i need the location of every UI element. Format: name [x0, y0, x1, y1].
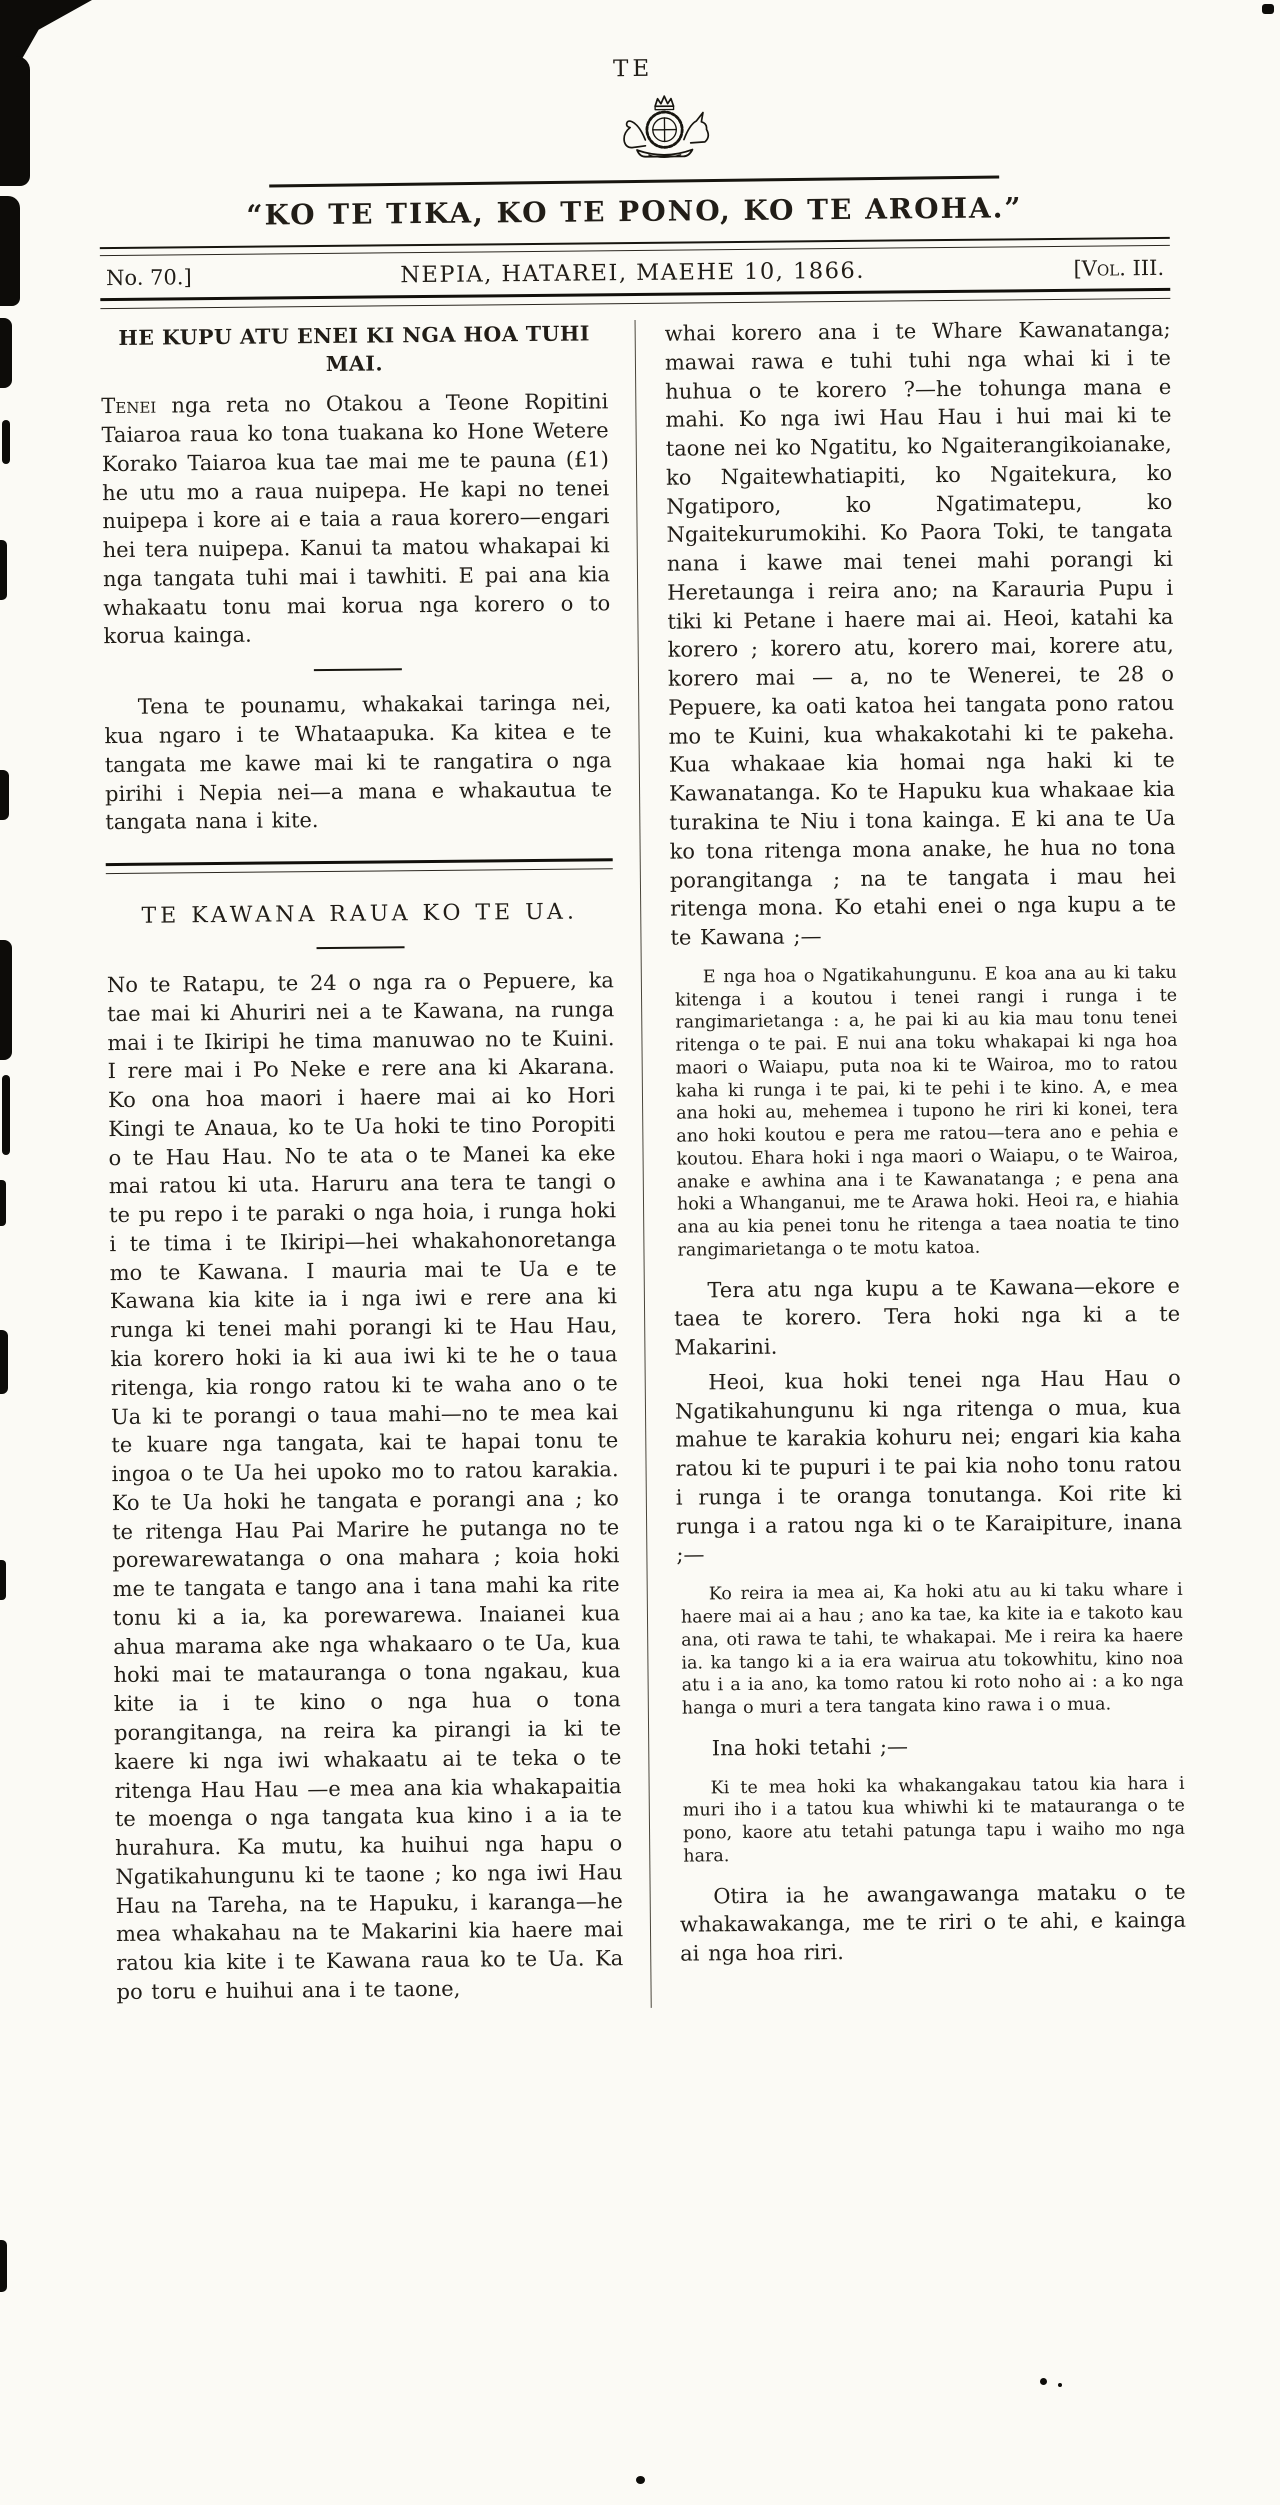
- masthead-title-right: O AHURIRI.: [725, 93, 1175, 165]
- volume-number: [Vol. III.: [1073, 255, 1165, 281]
- place-and-date: NEPIA, HATAREI, MAEHE 10, 1866.: [400, 257, 866, 289]
- motto: “KO TE TIKA, KO TE PONO, KO TE AROHA.”: [246, 191, 1023, 232]
- article-divider-rule: [106, 858, 613, 874]
- paragraph-ina-hoki: Ina hoki tetahi ;—: [711, 1734, 909, 1761]
- masthead: [92, 81, 1175, 183]
- scan-artifact: [2, 1075, 10, 1155]
- section-divider-rule: [313, 668, 401, 671]
- scan-artifact: [0, 0, 92, 62]
- scan-artifact: [0, 56, 30, 186]
- left-column: [101, 320, 652, 2013]
- scan-artifact: [0, 1180, 6, 1226]
- right-column: [636, 315, 1187, 2008]
- scan-artifact: [0, 196, 20, 306]
- masthead-title-left: WAKA MAORI: [92, 99, 603, 171]
- heading-underline-rule: [316, 946, 404, 949]
- notice-paragraph-2: Tena te pounamu, whakakai taringa nei, kua ngaro i te Whataapuka. Ka kitea e te tangata me kawe mai ki te rangatira o nga pirihi i Nepia nei—a mana e whakautua te tangata nana i kite.: [104, 690, 613, 835]
- ink-dot-artifact: [1058, 2383, 1062, 2387]
- article-heading-kawana: TE KAWANA RAUA KO TE UA.: [141, 899, 579, 929]
- column-container: [101, 315, 1187, 2013]
- scan-artifact: [0, 1560, 6, 1600]
- scan-artifact: [2, 420, 10, 464]
- governor-speech-quote: E nga hoa o Ngatikahungunu. E koa ana au ki taku kitenga i a koutou i tenei rangi i runga i te rangimarietanga : a, he pai ki au kia mau tonu tenei ritenga o te pai. E nui ana toku whakapai ki nga hoa maori o Waiapu, puta noa ki te Wairoa, mo to ratou kaha ki runga i te pai, ki te pehi i te kino. A, e mea ana hoki au, mehemea i tupono he riri ki konei, tera ano hoki koutou e pera me ratou—tera ano e pehia e koutou. Ehara hoki i nga maori o Waiapu, o te Wairoa, anake e awhina ana i te Kawanatanga ; e pena ana hoki a Whanganui, me te Arawa hoki. Heoi ra, e hiahia ana au kia penei tonu he ritenga a taea noatia te tino rangimarietanga o te motu katoa.: [674, 962, 1180, 1261]
- ink-dot-artifact: [1040, 2378, 1047, 2385]
- scan-artifact: [0, 770, 9, 820]
- kawana-paragraph-1: No te Ratapu, te 24 o nga ra o Pepuere, ka tae mai ki Ahuriri nei a te Kawana, na runga mai i te Ikiripi he tima manuwao no te Kuini. I rere mai i Po Neke e rere ana ki Akarana. Ko ona hoa maori i haere mai ai ko Hori Kingi te Anaua, ko te Ua hoki te tino Poropiti o te Hau Hau. No te ata o te Manei ka eke mai ratou ki uta. Haruru ana tera te tangi o te pu repo i te paraki o nga hoia, i runga hoki i te tima i te Ikiripi—hei whakahonoretanga mo te Kawana. I mauria mai te Ua e te Kawana kia kite ia i nga iwi e rere ana ki runga ki tenei mahi porangi ki te Hau Hau, kia korero hoki ia ki aua iwi ki te he o taua ritenga, kia rongo ratou ki te waha ano o te Ua ki te porangi o taua mahi—no te mea kai te kuare nga tangata, kai te hapai tonu te ingoa o te Ua hei upoko mo to ratou karakia. Ko te Ua hoki he tangata e porangi ana ; ko te ritenga Hau Pai Marire he putanga no te porewarewatanga o ona mahara ; koia hoki me te tangata e tango ana i tana mahi ka rite tonu ki a ia, ka porewarewa. Inaianei kua ahua marama ake nga whakaaro o te Ua, kua hoki mai te matauranga o tona ngakau, kua kite ia i te kino o nga hua o tona porangitanga, na reira ka pirangi ia ki te kaere ki nga iwi whakaatu ai te teka o te ritenga Hau Hau —e mea ana kia whakapaitia te moenga o nga tangata kua kino i a ia te hurahura. Ka mutu, ka huihui nga hapu o Ngatikahungunu ki te taone ; ko nga iwi Hau Hau na Tareha, na te Hapuku, i karanga—he mea whakahau na te Makarini kia haere mai ratou kia kite i te Kawana raua ko te Ua. Ka po toru e huihui ana i te taone,: [106, 968, 624, 2004]
- ink-dot-artifact: [636, 2476, 645, 2484]
- scan-artifact: [0, 940, 12, 1060]
- scan-artifact: [0, 318, 12, 388]
- notice-paragraph-1: Tenei nga reta no Otakou a Teone Ropitini Taiaroa raua ko tona tuakana ko Hone Wetere Korako Taiaroa kua tae mai me te pauna (£1) he utu mo a raua nuipepa. He kapi no tenei nuipepa i kore ai e taia a raua korero—engari hei tera nuipepa. Kanui ta matou whakapai ki nga tangata tuhi mai i tawhiti. E pai ana kia whakaatu tonu mai korua nga korero o to korua kainga.: [101, 389, 611, 649]
- page-content: [92, 51, 1187, 2013]
- scripture-quote-2: Ki te mea hoki ka whakangakau tatou kia hara i muri iho i a tatou kua whiwhi ki te matauranga o te pono, kaore atu tetahi patunga tapu i waiho mo nga hara.: [682, 1773, 1186, 1867]
- paragraph-heoi: Heoi, kua hoki tenei nga Hau Hau o Ngatikahungunu ki nga ritenga o mua, kua mahue te karakia kohuru nei; engari kia kaha ratou ki te pupuri i te pai kia noho tonu ratou i runga i te oranga tonutanga. Koi rite ki runga i a ratou nga ki o te Karaipiture, inana ;—: [674, 1365, 1183, 1568]
- scan-artifact: [0, 540, 7, 600]
- article-heading-notice: HE KUPU ATU ENEI KI NGA HOA TUHI MAI.: [118, 321, 591, 376]
- lead-word: Tenei: [101, 393, 157, 419]
- scripture-quote-1: Ko reira ia mea ai, Ka hoki atu au ki taku whare i haere mai ai a hau ; ano ka tae, ka kite ia e takoto kau ana, oti rawa te tahi, te whakapai. Me i reira ka haere ia. ka tango ki a ia era wairua atu tokowhitu, kino noa atu i a ia ano, ka tomo ratou ki roto noho ai : a ko nga hanga o muri a tera tangata kino rawa i o mua.: [680, 1580, 1184, 1719]
- masthead-kicker: TE: [612, 55, 654, 83]
- scan-artifact: [1262, 4, 1274, 14]
- issue-number: No. 70.]: [105, 265, 192, 291]
- paragraph-otira: Otira ia he awangawanga mataku o te whakawakanga, me te riri o te ahi, e kainga ai nga hoa riri.: [679, 1879, 1187, 1966]
- paragraph-tera-atu: Tera atu nga kupu a te Kawana—ekore e taea te korero. Tera hoki nga ki a te Makarini.: [674, 1273, 1181, 1360]
- scan-artifact: [0, 1330, 8, 1394]
- scan-artifact: [0, 2240, 7, 2292]
- royal-coat-of-arms-icon: [612, 91, 717, 172]
- kawana-paragraph-continuation: whai korero ana i te Whare Kawanatanga; mawai rawa e tuhi tuhi nga whai ki i te huhua o te korero ?—he tohunga mana e mahi. Ko nga iwi Hau Hau i hui mai ki te taone nei ko Ngatitu, ko Ngaiterangikoianake, ko Ngaitewhatiapiti, ko Ngaitekura, ko Ngatiporo, ko Ngatimatepu, ko Ngaitekurumokihi. Ko Paora Toki, te tangata nana i kawe mai tenei mahi porangi ki Heretaunga i reira ano; na Karauria Pupu i tiki ki Petane i haere mai ai. Heoi, katahi ka korero ; korero atu, korero mai, korere atu, korero mai — a, no te Wenerei, te 28 o Pepuere, ka oati katoa hei tangata pono ratou mo te Kuini, kua whakakotahi ki te pakeha. Kua whakaae kia homai nga haki ki te Kawanatanga. Ko te Hapuku kua whakaae kia turakina te Niu i tona kainga. E ki ana te Ua ko tona ritenga mona anake, he hua no tona porangitanga ; na te tangata i mau hei ritenga mona. Ko etahi enei o nga kupu a te te Kawana ;—: [664, 316, 1177, 950]
